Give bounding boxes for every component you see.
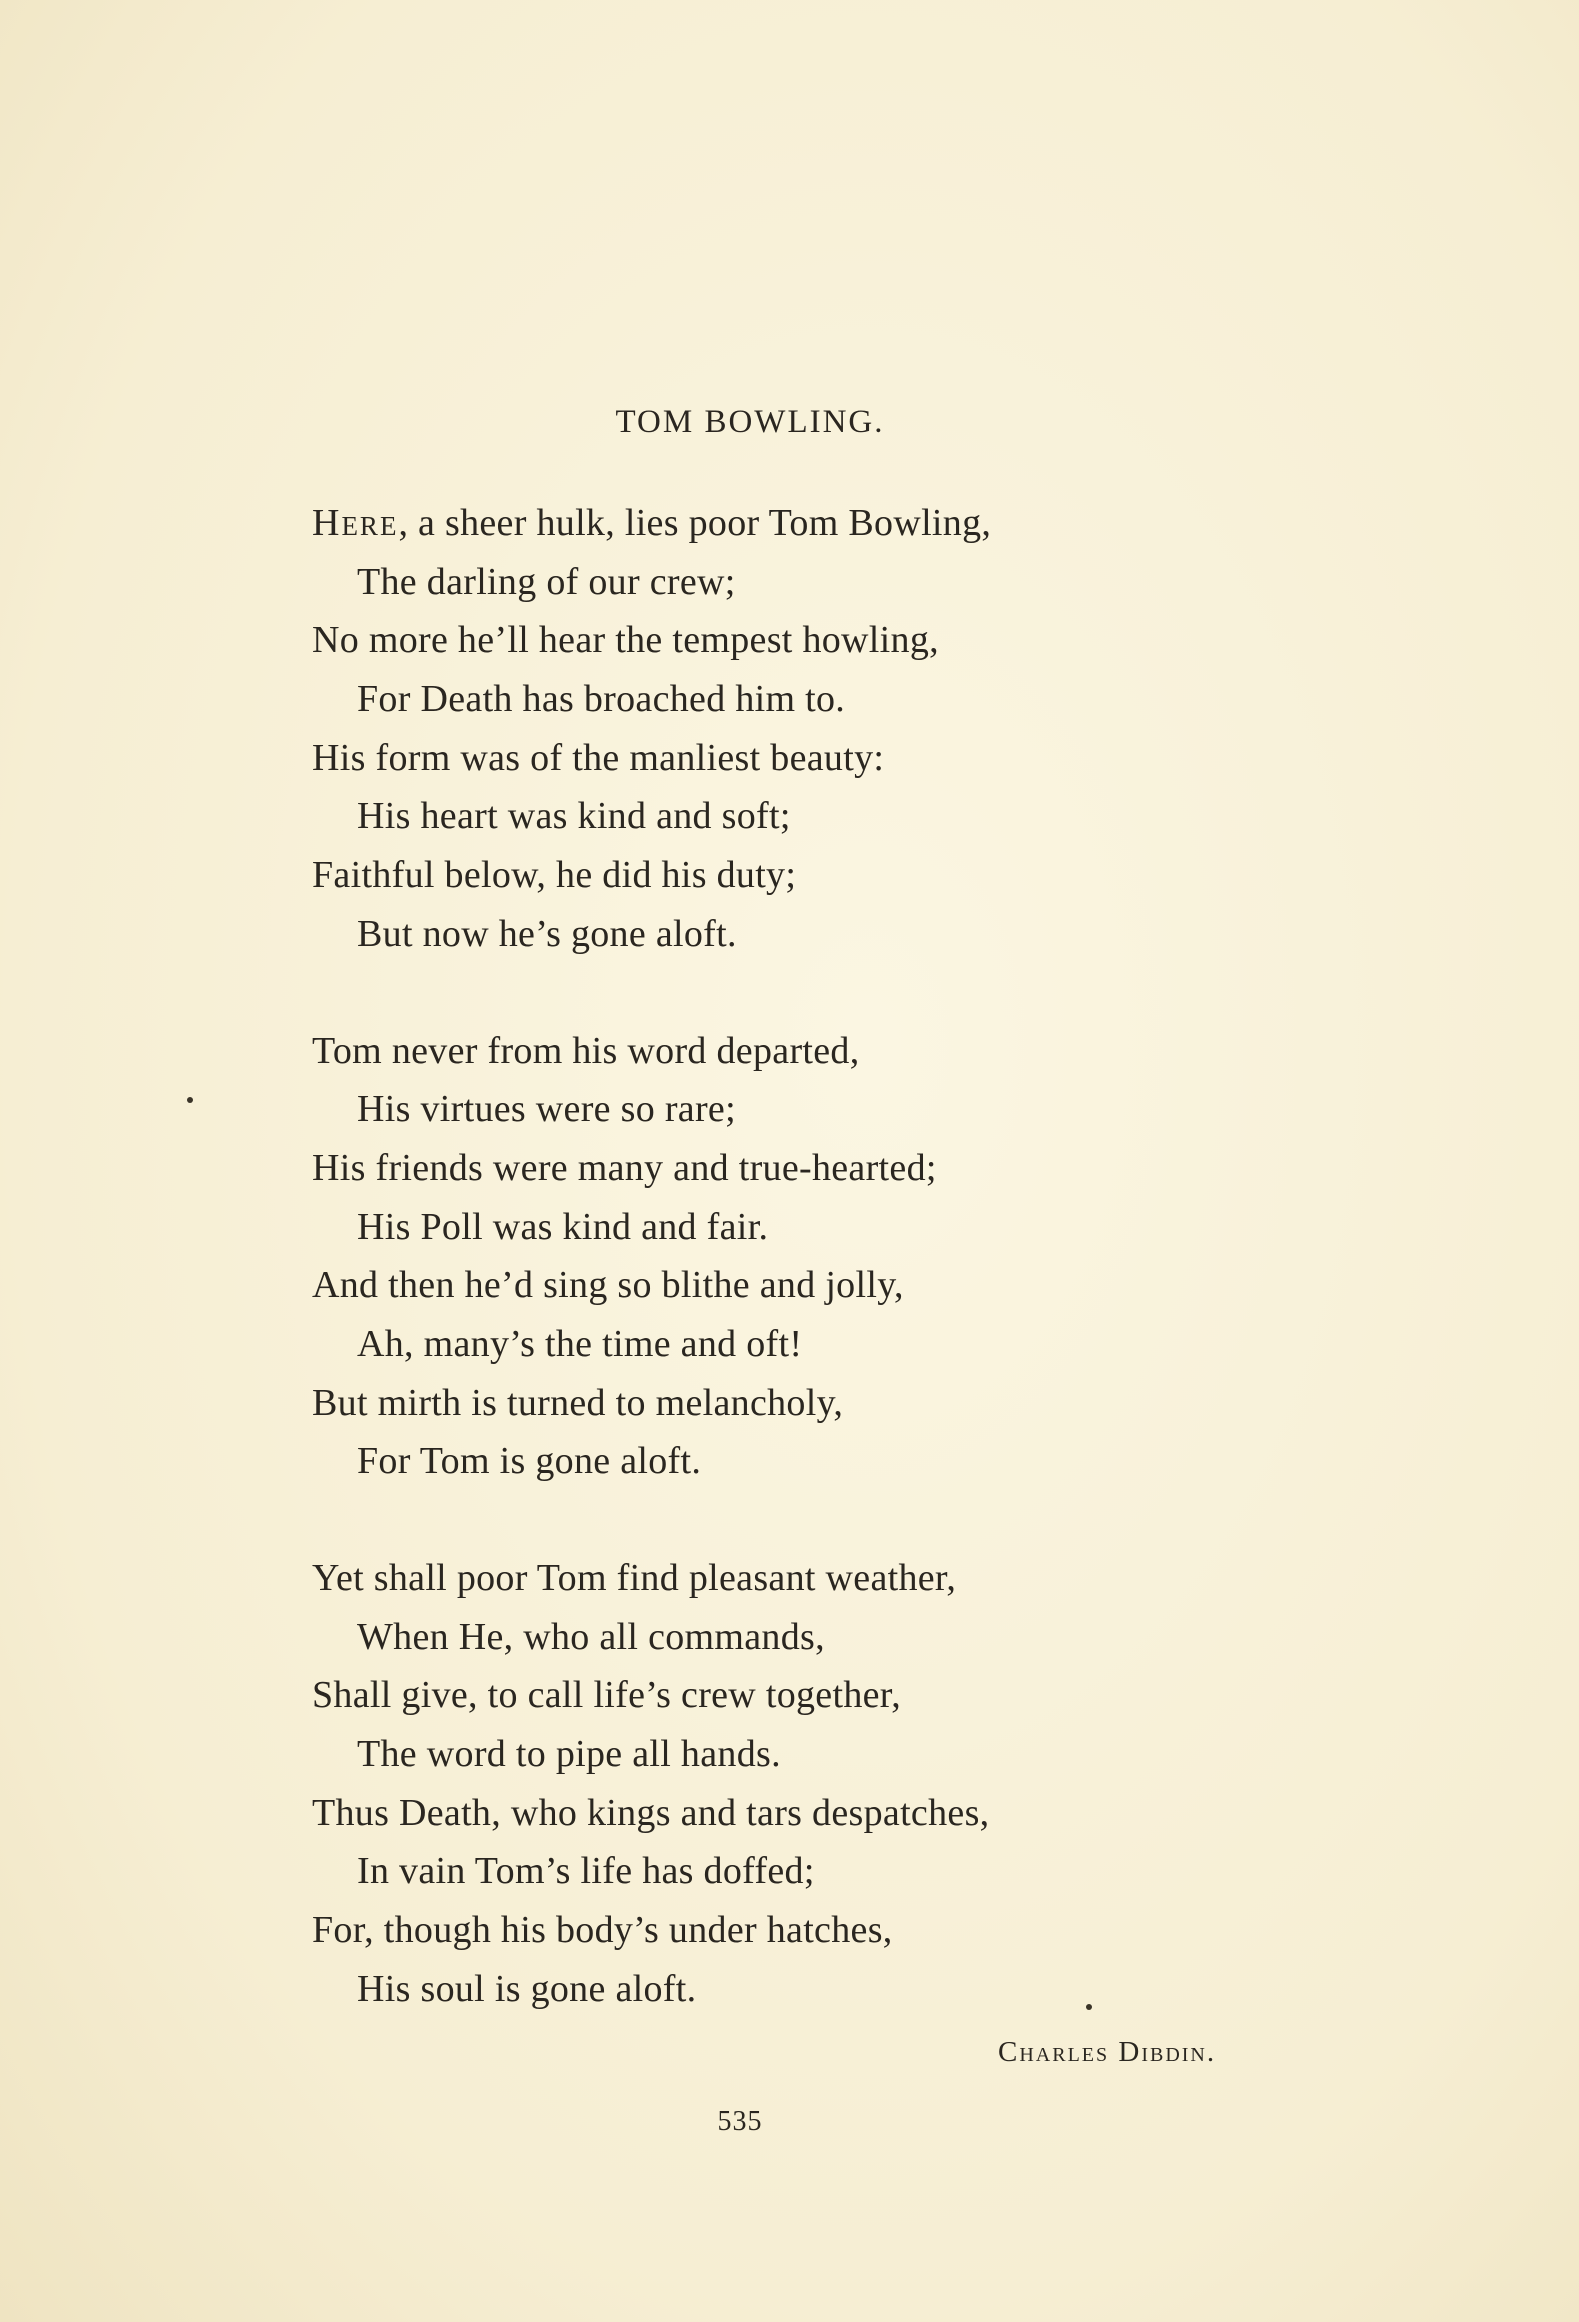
poem-line: His friends were many and true-hearted; (312, 1146, 937, 1189)
poem-line: Ah, many’s the time and oft! (357, 1322, 803, 1365)
poem-line: For Tom is gone aloft. (357, 1440, 702, 1483)
page-number: 535 (717, 2106, 763, 2137)
poem-line: No more he’ll hear the tempest howling, (312, 619, 939, 662)
ink-speck (1086, 2004, 1092, 2010)
poem-line: But mirth is turned to melancholy, (312, 1381, 844, 1424)
poem-line: His Poll was kind and fair. (357, 1205, 769, 1248)
stanza-break (312, 1491, 1312, 1549)
poem-title: TOM BOWLING. (615, 404, 885, 440)
poem-line: In vain Tom’s life has doffed; (357, 1850, 815, 1893)
poem-line: His virtues were so rare; (357, 1088, 736, 1131)
poem-line: Tom never from his word departed, (312, 1029, 860, 1072)
poem-line (312, 494, 1312, 553)
ink-speck (187, 1097, 193, 1103)
poem-body (312, 494, 1312, 2019)
poem-line: Yet shall poor Tom find pleasant weather, (312, 1557, 957, 1599)
author-attribution: Charles Dibdin. (998, 2036, 1217, 2068)
poem-line: But now he’s gone aloft. (357, 912, 737, 955)
stanza-1 (312, 494, 1312, 964)
line-text: , a sheer hulk, lies poor Tom Bowling, (398, 502, 992, 544)
poem-line: The word to pipe all hands. (357, 1733, 781, 1776)
poem-line: His heart was kind and soft; (357, 795, 791, 838)
poem-line: The darling of our crew; (357, 560, 736, 603)
poem-line: For Death has broached him to. (357, 678, 846, 721)
poem-line: Shall give, to call life’s crew together, (312, 1674, 902, 1717)
opening-word: Here (312, 502, 399, 544)
poem-line: For, though his body’s under hatches, (312, 1909, 893, 1952)
poem-line: His soul is gone aloft. (357, 1967, 697, 2010)
stanza-2 (312, 1022, 1312, 1492)
poem-line: His form was of the manliest beauty: (312, 736, 885, 779)
poem-line: Faithful below, he did his duty; (312, 854, 797, 897)
poem-line: And then he’d sing so blithe and jolly, (312, 1264, 904, 1307)
stanza-3 (312, 1549, 1312, 2019)
poem-line: Thus Death, who kings and tars despatches, (312, 1791, 990, 1834)
stanza-break (312, 964, 1312, 1022)
poem-line: When He, who all commands, (357, 1615, 825, 1658)
